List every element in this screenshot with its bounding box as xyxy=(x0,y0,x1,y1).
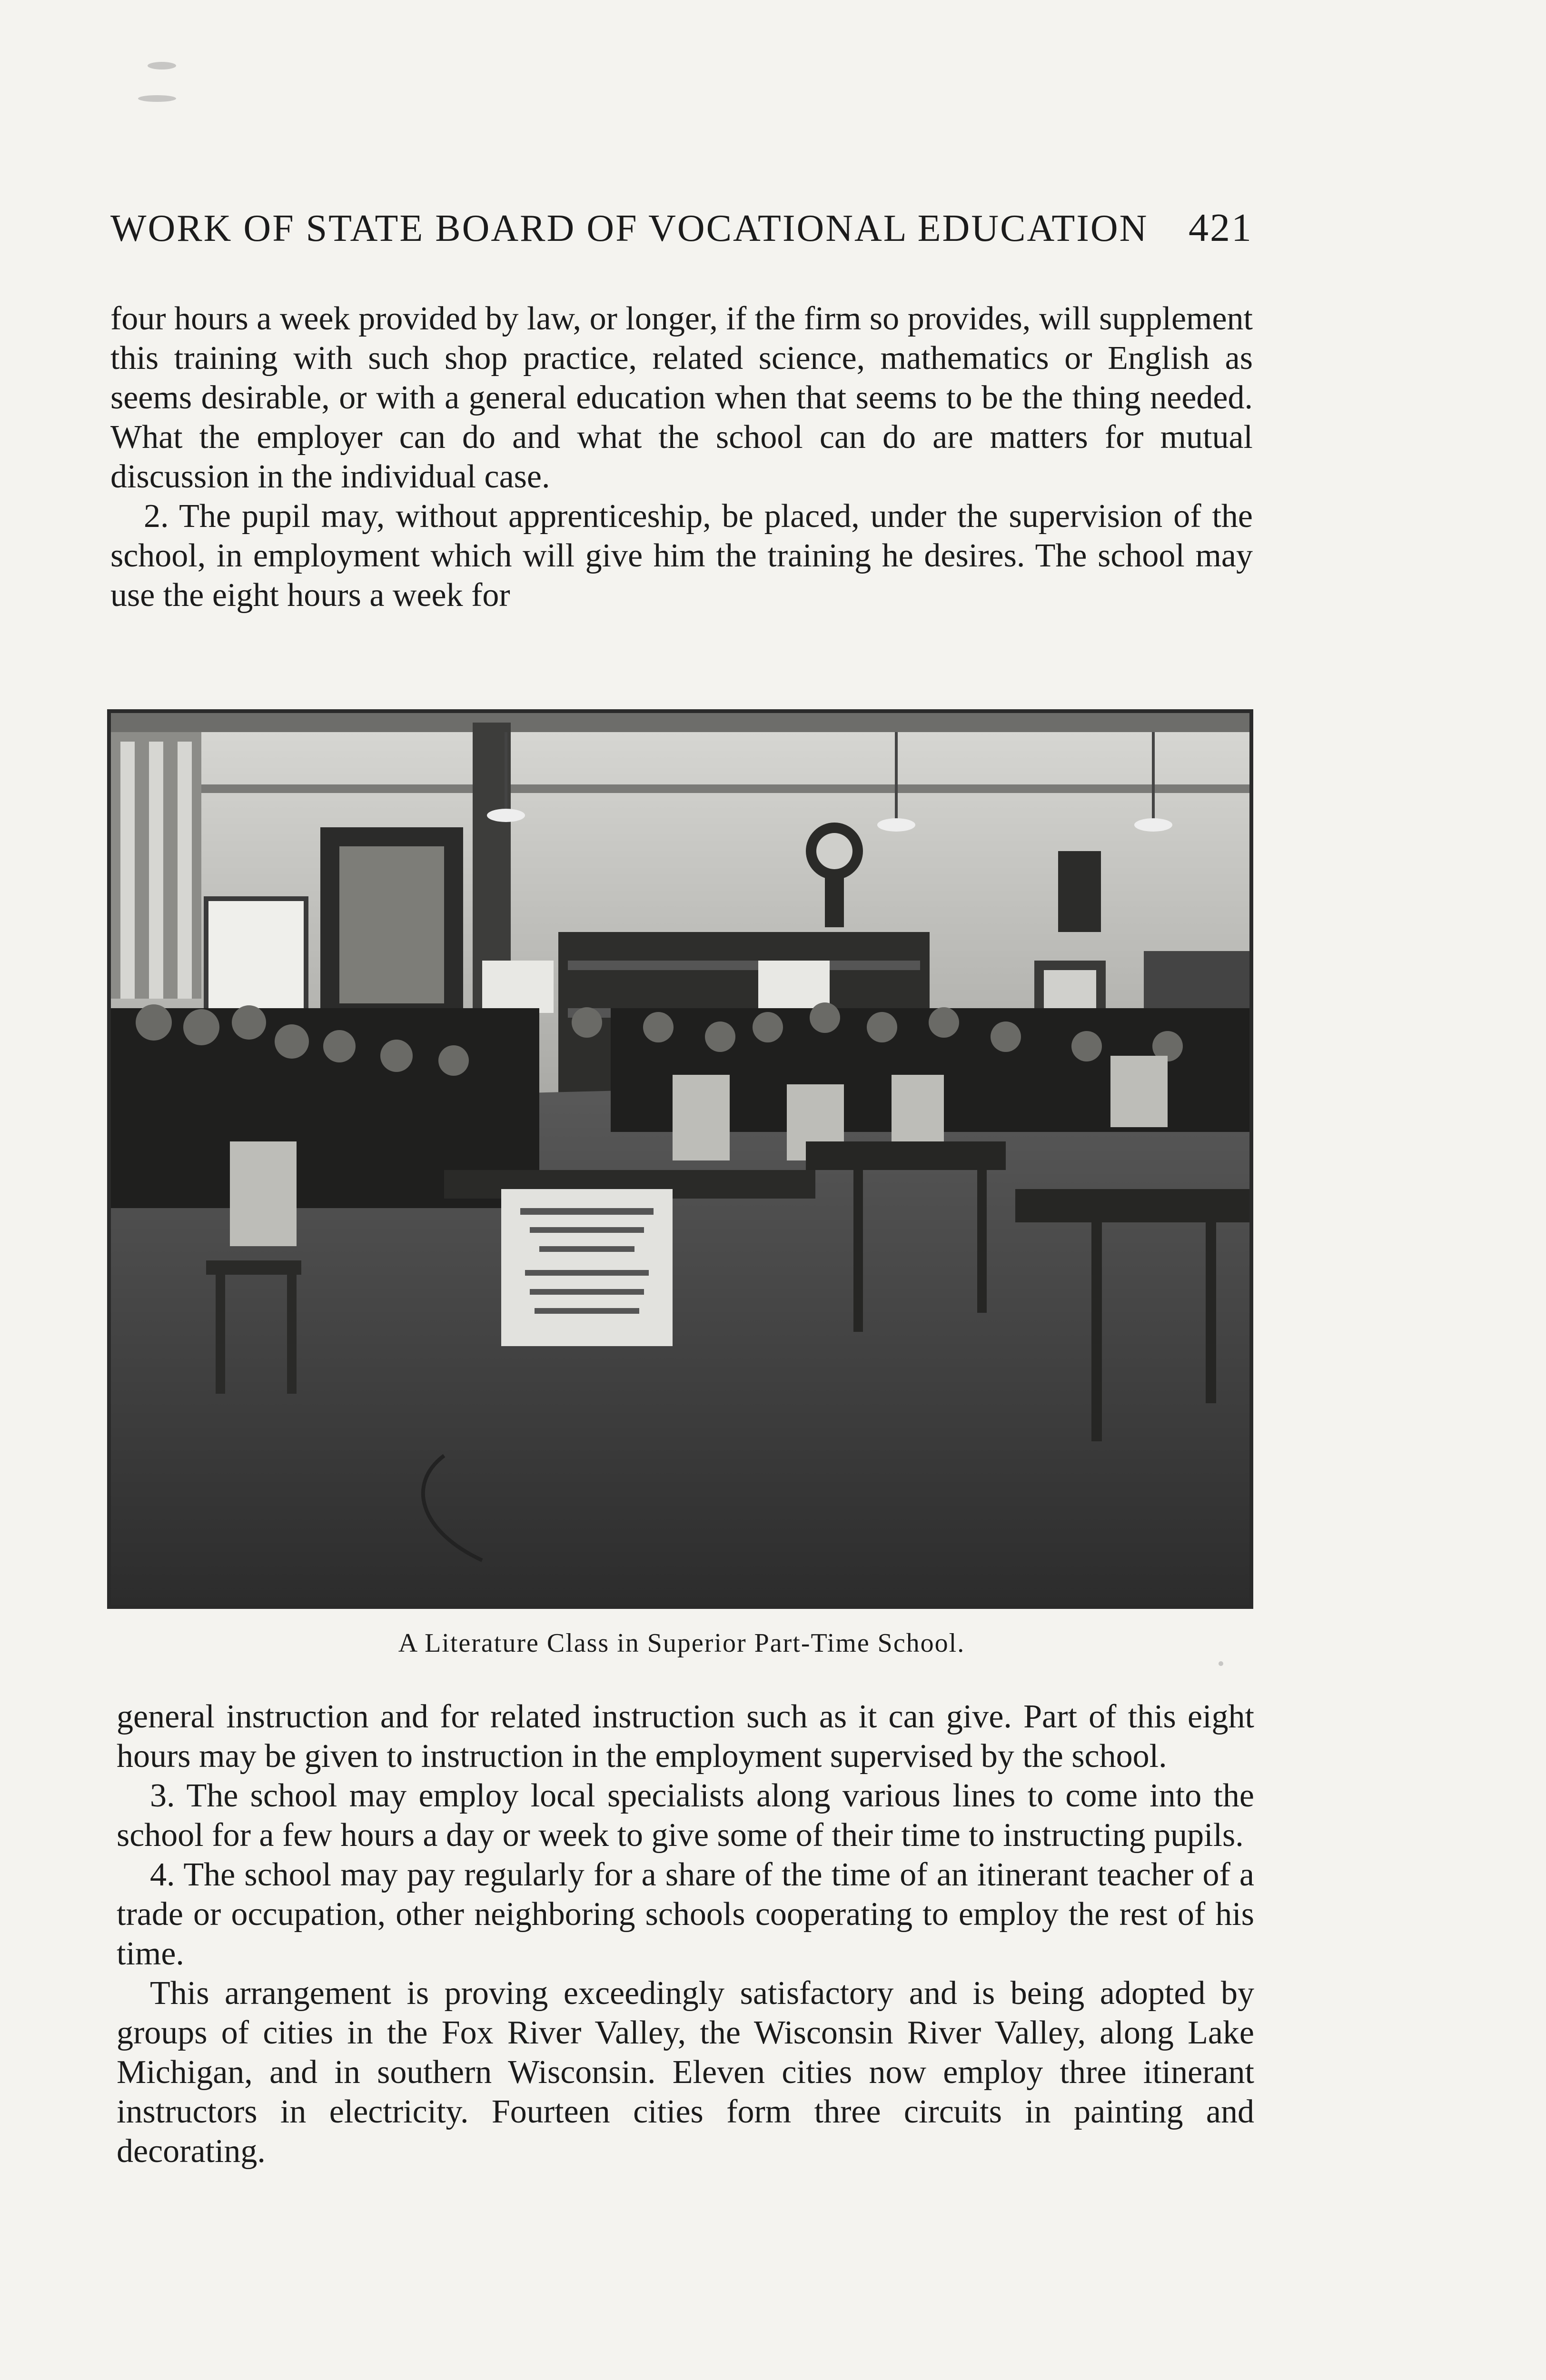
running-header xyxy=(110,205,1253,251)
classroom-photograph xyxy=(107,709,1253,1609)
body-text-bottom xyxy=(117,1697,1254,2171)
paper-blemish xyxy=(148,62,176,69)
paragraph: This arrangement is proving exceedingly satisfactory and is being adopted by groups of cities in the Fox River Valley, the Wisconsin River Valley, along Lake Michigan, and in southern Wisconsin. Eleven cities now employ three itinerant instructors in electricity. Fourteen cities form three circuits in painting and decorating. xyxy=(117,1975,1254,2170)
photo-illustration xyxy=(111,713,1249,1605)
paragraph: general instruction and for related instruction such as it can give. Part of this eight hours may be given to instruction in the employment supervised by the school. xyxy=(117,1698,1254,1775)
body-text-top xyxy=(110,299,1253,615)
paragraph: 3. The school may employ local specialists along various lines to come into the school for a few hours a day or week to give some of their time to instructing pupils. xyxy=(117,1777,1254,1854)
paragraph: 2. The pupil may, without apprenticeship, be placed, under the supervision of the school, in employment which will give him the training he desires. The school may use the eight hours a week for xyxy=(110,498,1253,614)
page-number: 421 xyxy=(1189,206,1253,250)
header-title: WORK OF STATE BOARD OF VOCATIONAL EDUCATION xyxy=(110,208,1149,249)
paper-blemish xyxy=(1219,1661,1223,1666)
figure-caption: A Literature Class in Superior Part-Time School. xyxy=(398,1628,965,1658)
paragraph: four hours a week provided by law, or longer, if the firm so provides, will supplement this training with such shop practice, related science, mathematics or English as seems desirable, or with a general education when that seems to be the thing needed. What the employer can do and what the school can do are matters for mutual discussion in the individual case. xyxy=(110,300,1253,495)
paper-blemish xyxy=(138,95,176,102)
paragraph: 4. The school may pay regularly for a share of the time of an itinerant teacher of a trade or occupation, other neighboring schools cooperating to employ the rest of his time. xyxy=(117,1856,1254,1972)
